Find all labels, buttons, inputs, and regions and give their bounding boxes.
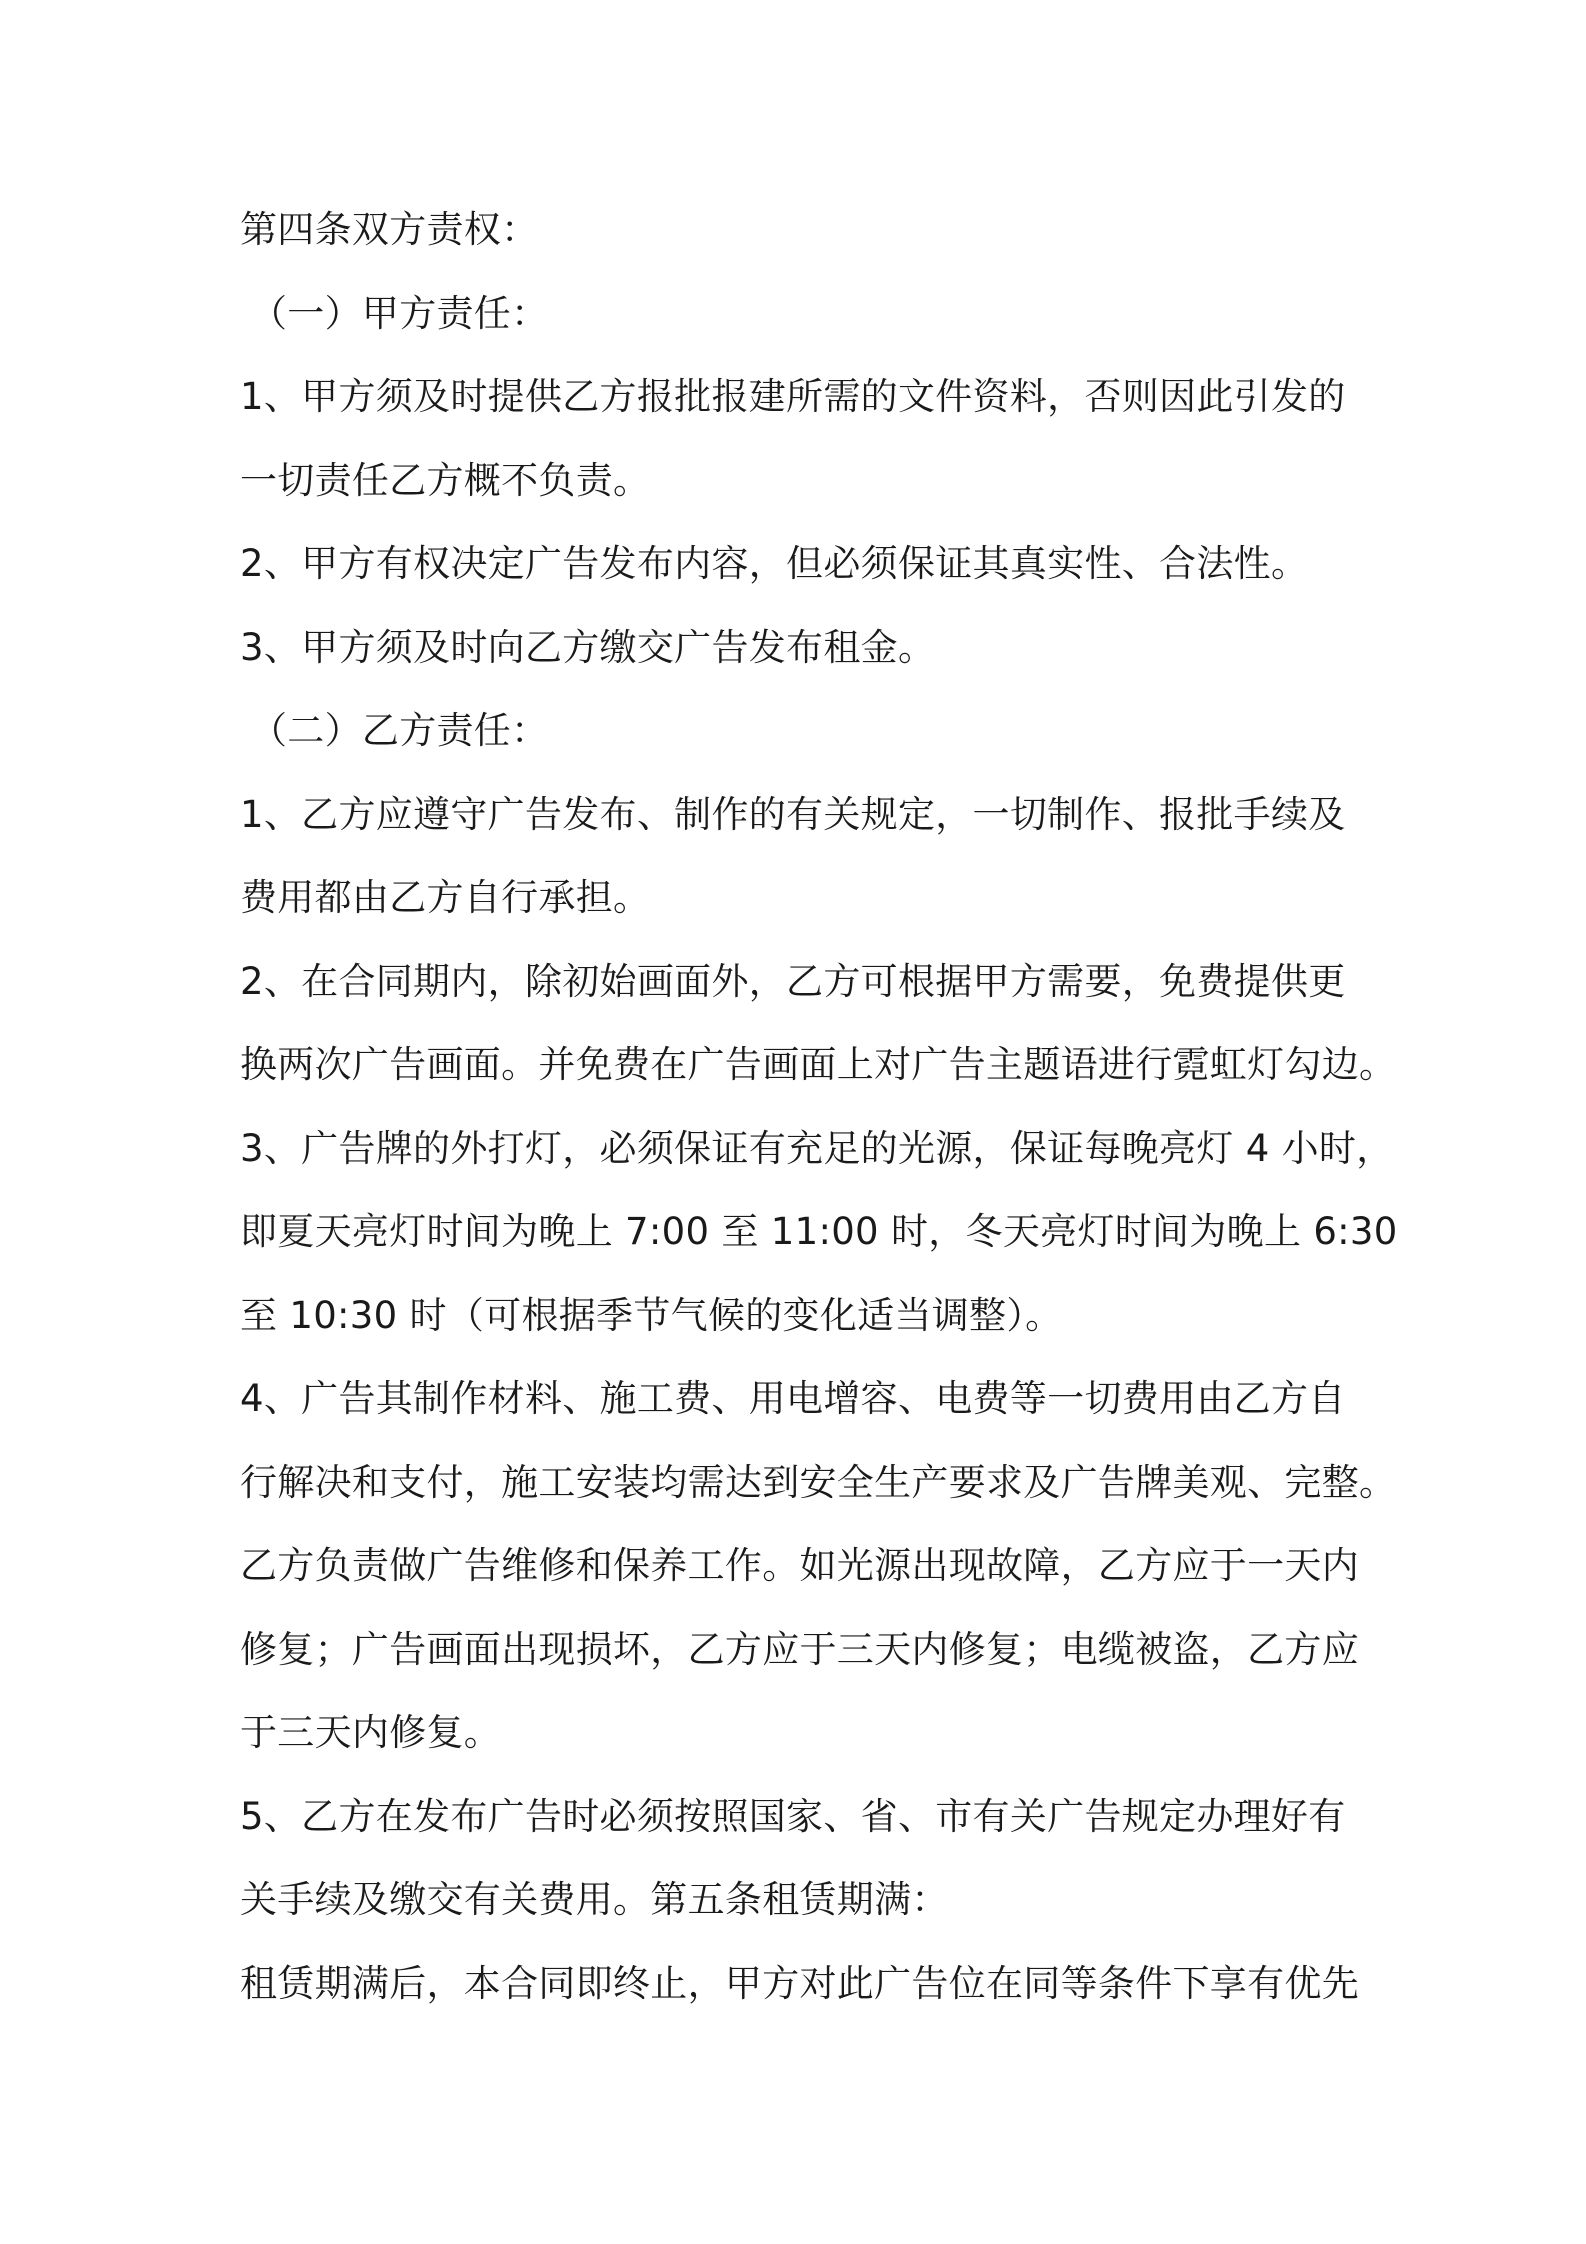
paragraph-line: 1、甲方须及时提供乙方报批报建所需的文件资料，否则因此引发的 [240, 375, 1346, 418]
section-heading: （一）甲方责任： [250, 292, 549, 335]
paragraph-line: 换两次广告画面。并免费在广告画面上对广告主题语进行霓虹灯勾边。 [240, 1043, 1397, 1086]
paragraph-line: 于三天内修复。 [240, 1711, 502, 1754]
article-heading: 第四条双方责权： [240, 208, 539, 251]
paragraph-line: 1、乙方应遵守广告发布、制作的有关规定，一切制作、报批手续及 [240, 793, 1346, 836]
paragraph-line: 关手续及缴交有关费用。第五条租赁期满： [240, 1878, 949, 1921]
paragraph-line: 4、广告其制作材料、施工费、用电增容、电费等一切费用由乙方自 [240, 1377, 1346, 1420]
paragraph-line: 修复；广告画面出现损坏，乙方应于三天内修复；电缆被盗，乙方应 [240, 1628, 1359, 1671]
paragraph-line: 3、甲方须及时向乙方缴交广告发布租金。 [240, 626, 936, 669]
paragraph-line: 即夏天亮灯时间为晚上 7:00 至 11:00 时，冬天亮灯时间为晚上 6:30 [240, 1210, 1398, 1253]
paragraph-line: 至 10:30 时（可根据季节气候的变化适当调整）。 [240, 1294, 1063, 1337]
paragraph-line: 5、乙方在发布广告时必须按照国家、省、市有关广告规定办理好有 [240, 1795, 1346, 1838]
paragraph-line: 2、在合同期内，除初始画面外，乙方可根据甲方需要，免费提供更 [240, 960, 1346, 1003]
paragraph-line: 租赁期满后，本合同即终止，甲方对此广告位在同等条件下享有优先 [240, 1962, 1359, 2005]
paragraph-line: 3、广告牌的外打灯，必须保证有充足的光源，保证每晚亮灯 4 小时， [240, 1127, 1394, 1170]
paragraph-line: 一切责任乙方概不负责。 [240, 459, 651, 502]
paragraph-line: 乙方负责做广告维修和保养工作。如光源出现故障，乙方应于一天内 [240, 1544, 1359, 1587]
paragraph-line: 2、甲方有权决定广告发布内容，但必须保证其真实性、合法性。 [240, 542, 1309, 585]
section-heading: （二）乙方责任： [250, 709, 549, 752]
paragraph-line: 行解决和支付，施工安装均需达到安全生产要求及广告牌美观、完整。 [240, 1461, 1397, 1504]
paragraph-line: 费用都由乙方自行承担。 [240, 876, 651, 919]
